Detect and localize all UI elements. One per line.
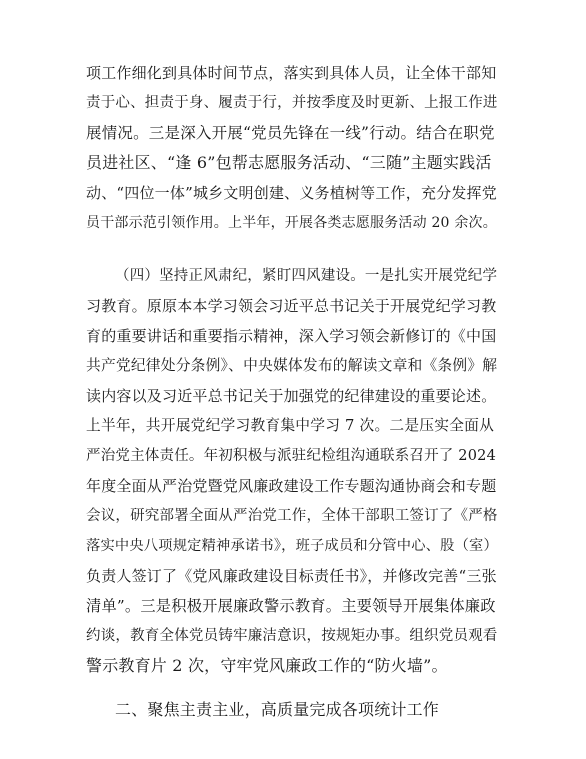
text-line: 警示教育片 2 次，守牢党风廉政工作的“防火墙”。 (86, 656, 448, 675)
text-line: 约谈，教育全体党员铸牢廉洁意识，按规矩办事。组织党员观看 (86, 628, 498, 644)
text-line: 严治党主体责任。年初积极与派驻纪检组沟通联系召开了 2024 (86, 448, 497, 464)
text-line: 项工作细化到具体时间节点，落实到具体人员，让全体干部知 (86, 64, 497, 82)
text-line: 共产党纪律处分条例》、中央媒体发布的解读文章和《条例》解 (86, 357, 498, 374)
text-line: 负责人签订了《党风廉政建设目标责任书》，并修改完善“三张 (86, 567, 497, 585)
text-line: 会议，研究部署全面从严治党工作，全体干部职工签订了《严格 (86, 508, 498, 524)
text-line: 展情况。三是深入开展“党员先锋在一线”行动。结合在职党 (86, 124, 495, 142)
text-line: 年度全面从严治党暨党风廉政建设工作专题沟通协商会和专题 (86, 477, 497, 495)
section-heading: 二、聚焦主责主业，高质量完成各项统计工作 (115, 700, 440, 719)
text-line: 读内容以及习近平总书记关于加强党的纪律建设的重要论述。 (86, 387, 497, 405)
text-line: 员干部示范引领作用。上半年，开展各类志愿服务活动 20 余次。 (86, 215, 497, 231)
text-line: 员进社区、“逢 6”包帮志愿服务活动、“三随”主题实践活 (86, 153, 492, 172)
text-line: （四）坚持正风肃纪，紧盯四风建设。一是扎实开展党纪学 (115, 268, 498, 284)
text-line: 清单”。三是积极开展廉政警示教育。主要领导开展集体廉政 (86, 597, 496, 615)
text-line: 上半年，共开展党纪学习教育集中学习 7 次。二是压实全面从 (86, 417, 495, 434)
text-line: 落实中央八项规定精神承诺书》，班子成员和分管中心、股（室） (86, 538, 498, 554)
text-line: 习教育。原原本本学习领会习近平总书记关于开展党纪学习教 (86, 297, 497, 315)
text-line: 育的重要讲话和重要指示精神，深入学习领会新修订的《中国 (86, 327, 497, 345)
text-line: 责于心、担责于身、履责于行，并按季度及时更新、上报工作进 (86, 95, 498, 111)
text-line: 动、“四位一体”城乡文明创建、义务植树等工作，充分发挥党 (86, 184, 497, 202)
